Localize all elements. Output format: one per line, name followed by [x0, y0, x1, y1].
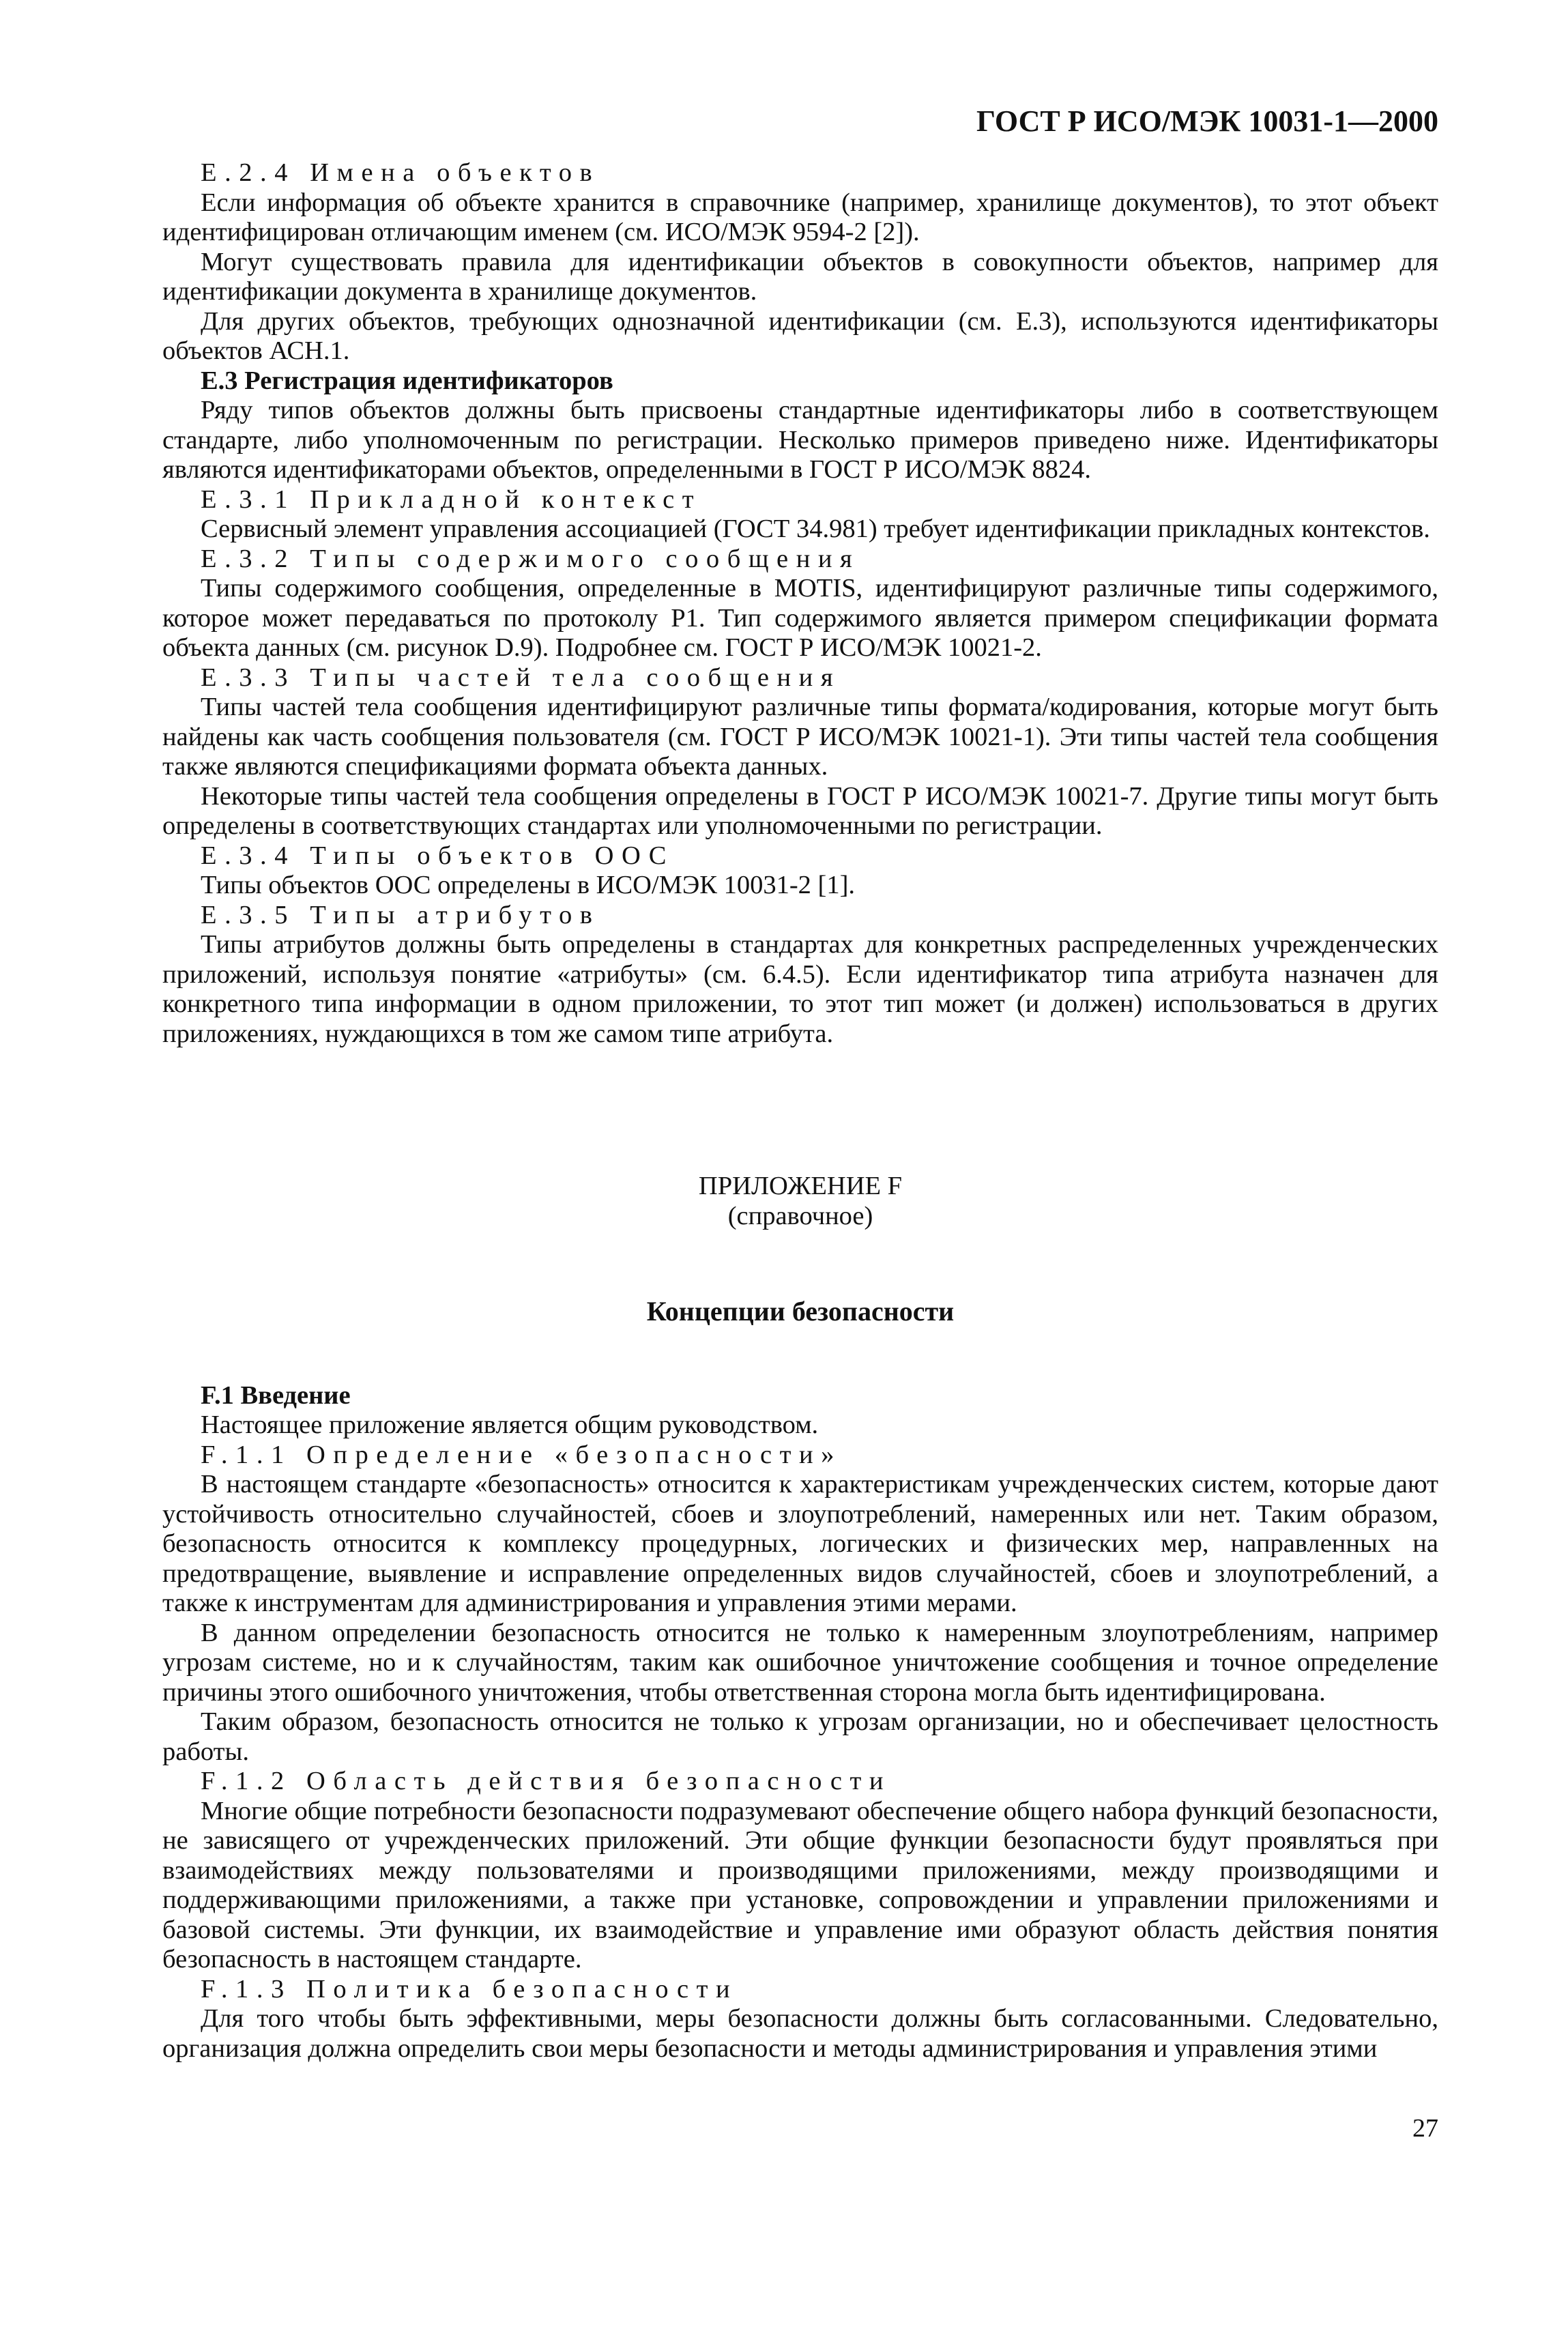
document-header: ГОСТ Р ИСО/МЭК 10031-1—2000: [976, 104, 1438, 138]
section-e-content: [162, 158, 1438, 1049]
paragraph: Для того чтобы быть эффективными, меры безопасности должны быть согласованными. Следовательно, организация должна определить свои меры безопасности и методы администрирования и управления этими: [162, 2004, 1438, 2063]
paragraph: Для других объектов, требующих однозначной идентификации (см. Е.3), используются идентификаторы объектов АСН.1.: [162, 306, 1438, 365]
paragraph: Типы содержимого сообщения, определенные в MOTIS, идентифицируют различные типы содержимого, которое может передаваться по протоколу Р1. Тип содержимого является примером спецификации формата объекта данных (см. рисунок D.9). Подробнее см. ГОСТ Р ИСО/МЭК 10021-2.: [162, 574, 1438, 662]
paragraph: Некоторые типы частей тела сообщения определены в ГОСТ Р ИСО/МЭК 10021-7. Другие типы могут быть определены в соответствующих стандартах или уполномоченными по регистрации.: [162, 781, 1438, 840]
paragraph: Многие общие потребности безопасности подразумевают обеспечение общего набора функций безопасности, не зависящего от учрежденческих приложений. Эти общие функции безопасности будут проявляться при взаимодействиях между пользователями и производящими приложениями, между производящими и поддерживающими приложениями, а также при установке, сопровождении и управлении приложениями и базовой системы. Эти функции, их взаимодействие и управление ими образуют область действия понятия безопасность в настоящем стандарте.: [162, 1796, 1438, 1973]
subsection-heading: F.1.1 Определение «безопасности»: [201, 1440, 842, 1469]
paragraph: Если информация об объекте хранится в справочнике (например, хранилище документов), то этот объект идентифицирован отличающим именем (см. ИСО/МЭК 9594-2 [2]).: [162, 188, 1438, 246]
section-f-content: [162, 1381, 1438, 2064]
paragraph: Типы объектов ООС определены в ИСО/МЭК 10031-2 [1].: [201, 871, 856, 899]
subsection-heading: Е.3.2 Типы содержимого сообщения: [201, 544, 860, 573]
paragraph: Типы атрибутов должны быть определены в стандартах для конкретных распределенных учрежденческих приложений, используя понятие «атрибуты» (см. 6.4.5). Если идентификатор типа атрибута назначен для конкретного типа информации в одном приложении, то этот тип может (и должен) использоваться в других приложениях, нуждающихся в том же самом типе атрибута.: [162, 930, 1438, 1048]
page-number: 27: [1412, 2114, 1438, 2143]
paragraph: В данном определении безопасность относится не только к намеренным злоупотреблениям, например угрозам системе, но и к случайностям, таким как ошибочное уничтожение сообщения и точное определение причины этого ошибочного уничтожения, чтобы ответственная сторона могла быть идентифицирована.: [162, 1618, 1438, 1707]
subsection-heading: Е.3.4 Типы объектов ООС: [201, 841, 674, 870]
paragraph: В настоящем стандарте «безопасность» относится к характеристикам учрежденческих систем, которые дают устойчивость относительно случайностей, сбоев и злоупотреблений, намеренных или нет. Таким образом, безопасность относится к комплексу процедурных, логических и физических мер, направленных на предотвращение, выявление и исправление определенных видов случайностей, сбоев и злоупотреблений, а также к инструментам для администрирования и управления этими мерами.: [162, 1470, 1438, 1617]
subsection-heading: Е.3.1 Прикладной контекст: [201, 484, 702, 514]
subsection-heading: Е.3.3 Типы частей тела сообщения: [201, 663, 841, 692]
paragraph: Ряду типов объектов должны быть присвоены стандартные идентификаторы либо в соответствующем стандарте, либо уполномоченным по регистрации. Несколько примеров приведено ниже. Идентификаторы являются идентификаторами объектов, определенными в ГОСТ Р ИСО/МЭК 8824.: [162, 396, 1438, 484]
paragraph: Настоящее приложение является общим руководством.: [201, 1410, 819, 1439]
section-heading: F.1 Введение: [201, 1380, 351, 1410]
annex-title: Концепции безопасности: [646, 1296, 955, 1327]
paragraph: Типы частей тела сообщения идентифицируют различные типы формата/кодирования, которые могут быть найдены как часть сообщения пользователя (см. ГОСТ Р ИСО/МЭК 10021-1). Эти типы частей тела сообщения также являются спецификациями формата объекта данных.: [162, 693, 1438, 781]
annex-subtitle: (справочное): [727, 1201, 873, 1230]
annex-label: ПРИЛОЖЕНИЕ F: [698, 1172, 903, 1200]
subsection-heading: F.1.2 Область действия безопасности: [201, 1767, 892, 1795]
paragraph: Могут существовать правила для идентификации объектов в совокупности объектов, например для идентификации документа в хранилище документов.: [162, 247, 1438, 306]
subsection-heading: Е.2.4 Имена объектов: [201, 158, 600, 187]
subsection-heading: F.1.3 Политика безопасности: [201, 1974, 738, 2003]
section-heading: Е.3 Регистрация идентификаторов: [201, 366, 613, 395]
paragraph: Сервисный элемент управления ассоциацией (ГОСТ 34.981) требует идентификации прикладных контекстов.: [201, 515, 1430, 543]
subsection-heading: Е.3.5 Типы атрибутов: [201, 900, 600, 929]
paragraph: Таким образом, безопасность относится не только к угрозам организации, но и обеспечивает целостность работы.: [162, 1707, 1438, 1766]
